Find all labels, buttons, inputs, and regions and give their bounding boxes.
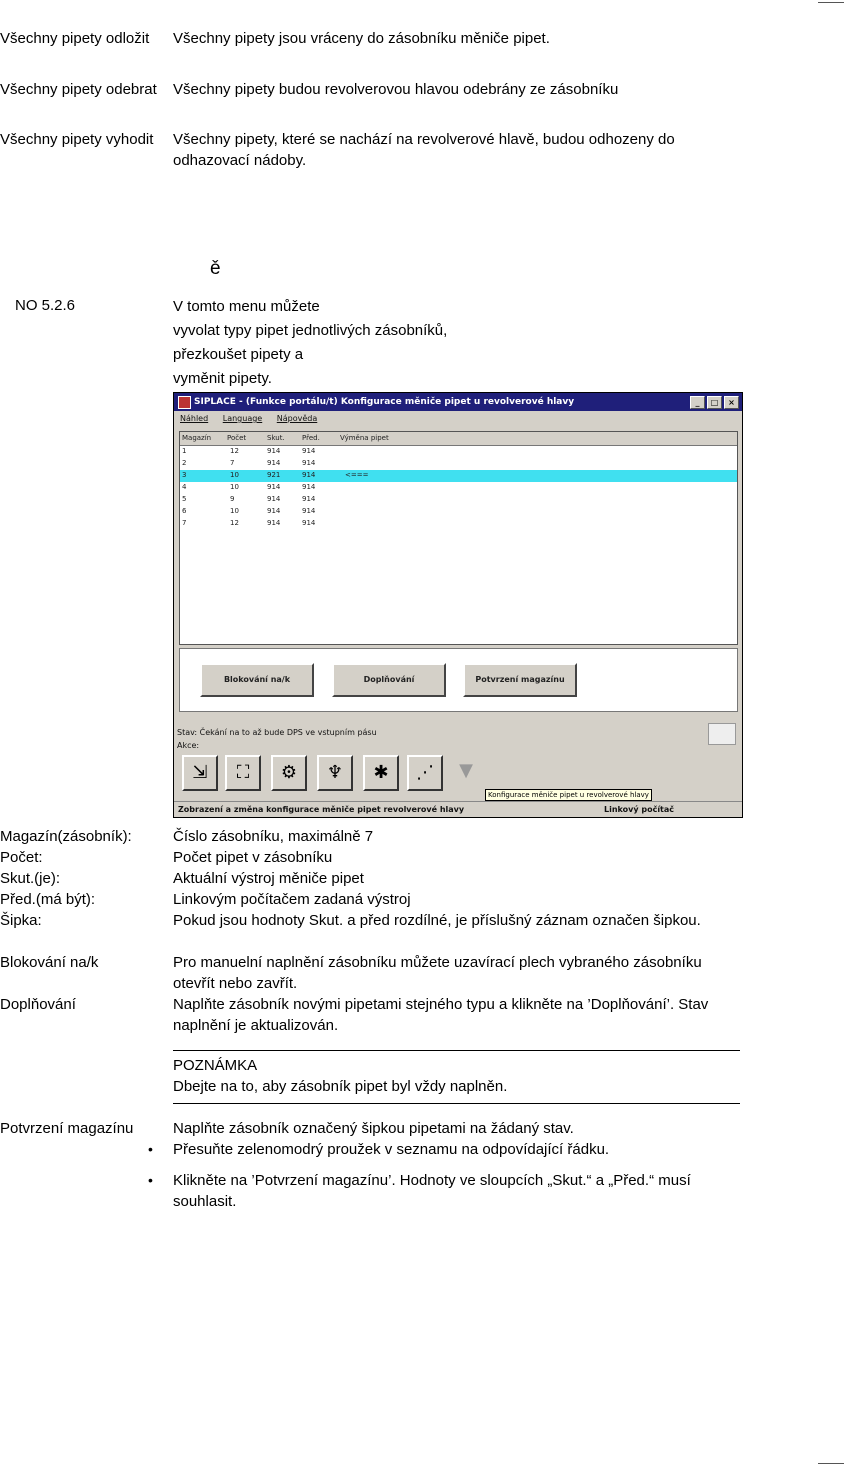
def-desc-actual: Aktuální výstroj měniče pipet <box>173 870 364 887</box>
note-label: POZNÁMKA <box>173 1057 258 1074</box>
top-def-term-1: Všechny pipety odložit <box>0 30 150 47</box>
cell-count: 12 <box>230 519 239 527</box>
cell-actual: 914 <box>267 519 281 527</box>
top-def-desc-1: Všechny pipety jsou vráceny do zásobníku měniče pipet. <box>173 30 550 47</box>
cell-target: 914 <box>302 447 316 455</box>
cell-count: 10 <box>230 483 239 491</box>
def-term-arrow: Šipka: <box>0 912 42 929</box>
section-heading: ě <box>210 258 221 279</box>
menu-view[interactable]: Náhled <box>180 414 209 423</box>
table-row[interactable] <box>180 482 737 494</box>
nozzle-icon[interactable]: ♆ <box>317 755 353 791</box>
gear-icon[interactable]: ⚙ <box>271 755 307 791</box>
col-magazine[interactable]: Magazín <box>182 434 212 442</box>
refill-button[interactable]: Doplňování <box>332 663 446 697</box>
cell-target: 914 <box>302 507 316 515</box>
app-icon <box>178 396 191 409</box>
menu-help[interactable]: Nápověda <box>276 414 318 423</box>
table-row[interactable] <box>180 506 737 518</box>
confirm-term: Potvrzení magazínu <box>0 1120 134 1137</box>
confirm-desc: Naplňte zásobník označený šipkou pipetami na žádaný stav. <box>173 1120 574 1137</box>
list-header <box>180 432 737 446</box>
menu-language[interactable]: Language <box>222 414 263 423</box>
def-desc-target: Linkovým počítačem zadaná výstroj <box>173 891 411 908</box>
statusbar-left: Zobrazení a změna konfigurace měniče pipet revolverové hlavy <box>178 805 465 814</box>
cell-target: 914 <box>302 519 316 527</box>
col-target[interactable]: Před. <box>302 434 320 442</box>
cell-count: 7 <box>230 459 235 467</box>
intro-text <box>173 295 743 391</box>
network-icon[interactable]: ⋰ <box>407 755 443 791</box>
app-window-screenshot <box>173 392 743 818</box>
def-term-refill: Doplňování <box>0 996 76 1013</box>
close-button[interactable]: × <box>724 396 739 409</box>
bullet-dot: • <box>148 1172 153 1188</box>
intro-line: vyvolat typy pipet jednotlivých zásobníků, <box>173 322 448 339</box>
cell-mag: 5 <box>182 495 187 503</box>
def-desc-magazine: Číslo zásobníku, maximálně 7 <box>173 828 374 845</box>
cell-mag: 3 <box>182 471 187 479</box>
table-row[interactable] <box>180 458 737 470</box>
cell-target: 914 <box>302 495 316 503</box>
top-def-desc-3: Všechny pipety, které se nachází na revolverové hlavě, budou odhozeny do odhazovací nádoby. <box>173 131 675 169</box>
block-toggle-button[interactable]: Blokování na/k <box>200 663 314 697</box>
swap-arrow: <=== <box>345 471 369 479</box>
cell-actual: 921 <box>267 471 281 479</box>
def-desc-arrow: Pokud jsou hodnoty Skut. a před rozdílné, je příslušný záznam označen šipkou. <box>173 912 701 929</box>
placement-head-icon[interactable]: ⛶ <box>225 755 261 791</box>
page-edge-mark-bottom <box>818 1463 844 1464</box>
intro-line: V tomto menu můžete <box>173 298 320 315</box>
table-row[interactable] <box>180 494 737 506</box>
cell-target: 914 <box>302 483 316 491</box>
def-term-target: Před.(má být): <box>0 891 96 908</box>
def-term-count: Počet: <box>0 849 43 866</box>
minimize-button[interactable]: _ <box>690 396 705 409</box>
intro-line: přezkoušet pipety a <box>173 346 304 363</box>
cell-mag: 7 <box>182 519 187 527</box>
note-rule-bottom <box>173 1103 740 1104</box>
window-titlebar <box>174 393 742 411</box>
def-desc-blocking: Pro manuelní naplnění zásobníku můžete uzavírací plech vybraného zásobníku otevřít nebo zavřít. <box>173 954 702 992</box>
cell-mag: 4 <box>182 483 187 491</box>
cell-count: 9 <box>230 495 235 503</box>
cell-actual: 914 <box>267 459 281 467</box>
cell-target: 914 <box>302 459 316 467</box>
status-text: Stav: Čekání na to až bude DPS ve vstupním pásu <box>177 728 377 737</box>
cell-count: 12 <box>230 447 239 455</box>
top-def-term-2: Všechny pipety odebrat <box>0 81 157 98</box>
cell-mag: 1 <box>182 447 187 455</box>
note-rule-top <box>173 1050 740 1051</box>
tooltip: Konfigurace měniče pipet u revolverové hlavy <box>485 789 652 801</box>
reference-code: NO 5.2.6 <box>15 297 76 314</box>
table-row[interactable] <box>180 446 737 458</box>
top-def-term-3: Všechny pipety vyhodit <box>0 131 154 148</box>
col-count[interactable]: Počet <box>227 434 247 442</box>
statusbar-right: Linkový počítač <box>604 805 675 814</box>
message-icon <box>708 723 736 745</box>
cell-count: 10 <box>230 471 239 479</box>
bullet-dot: • <box>148 1141 153 1157</box>
table-row-selected[interactable] <box>180 470 737 482</box>
note-text: Dbejte na to, aby zásobník pipet byl vždy naplněn. <box>173 1078 508 1095</box>
intro-line: vyměnit pipety. <box>173 370 272 387</box>
def-desc-count: Počet pipet v zásobníku <box>173 849 333 866</box>
cell-count: 10 <box>230 507 239 515</box>
action-text: Akce: <box>177 741 200 750</box>
def-term-actual: Skut.(je): <box>0 870 61 887</box>
nozzle-changer-icon[interactable]: ▼ <box>459 760 473 781</box>
cell-actual: 914 <box>267 507 281 515</box>
col-swap[interactable]: Výměna pipet <box>340 434 389 442</box>
cell-target: 914 <box>302 471 316 479</box>
top-def-desc-2: Všechny pipety budou revolverovou hlavou odebrány ze zásobníku <box>173 81 619 98</box>
cell-mag: 2 <box>182 459 187 467</box>
confirm-magazine-button[interactable]: Potvrzení magazínu <box>463 663 577 697</box>
window-title: SIPLACE - (Funkce portálu/t) Konfigurace měniče pipet u revolverové hlavy <box>194 397 575 407</box>
cell-mag: 6 <box>182 507 187 515</box>
confirm-step-1: Přesuňte zelenomodrý proužek v seznamu na odpovídající řádku. <box>173 1141 610 1158</box>
button-panel <box>179 648 738 712</box>
def-desc-refill: Naplňte zásobník novými pipetami stejného typu a klikněte na ’Doplňování’. Stav naplnění je aktualizován. <box>173 996 709 1034</box>
status-area <box>177 726 377 752</box>
select-arrow-icon[interactable]: ⇲ <box>182 755 218 791</box>
page-edge-mark-top <box>818 2 844 3</box>
table-row[interactable] <box>180 518 737 530</box>
col-actual[interactable]: Skut. <box>267 434 285 442</box>
confirm-step-2: Klikněte na ’Potvrzení magazínu’. Hodnoty ve sloupcích „Skut.“ a „Před.“ musí souhlasit. <box>173 1172 691 1210</box>
cell-actual: 914 <box>267 447 281 455</box>
def-term-magazine: Magazín(zásobník): <box>0 828 132 845</box>
nozzle-star-icon[interactable]: ✱ <box>363 755 399 791</box>
status-bar <box>174 801 742 817</box>
magazine-list[interactable] <box>179 431 738 645</box>
cell-actual: 914 <box>267 483 281 491</box>
maximize-button[interactable]: □ <box>707 396 722 409</box>
cell-actual: 914 <box>267 495 281 503</box>
def-term-blocking: Blokování na/k <box>0 954 99 971</box>
menu-bar <box>174 411 742 427</box>
